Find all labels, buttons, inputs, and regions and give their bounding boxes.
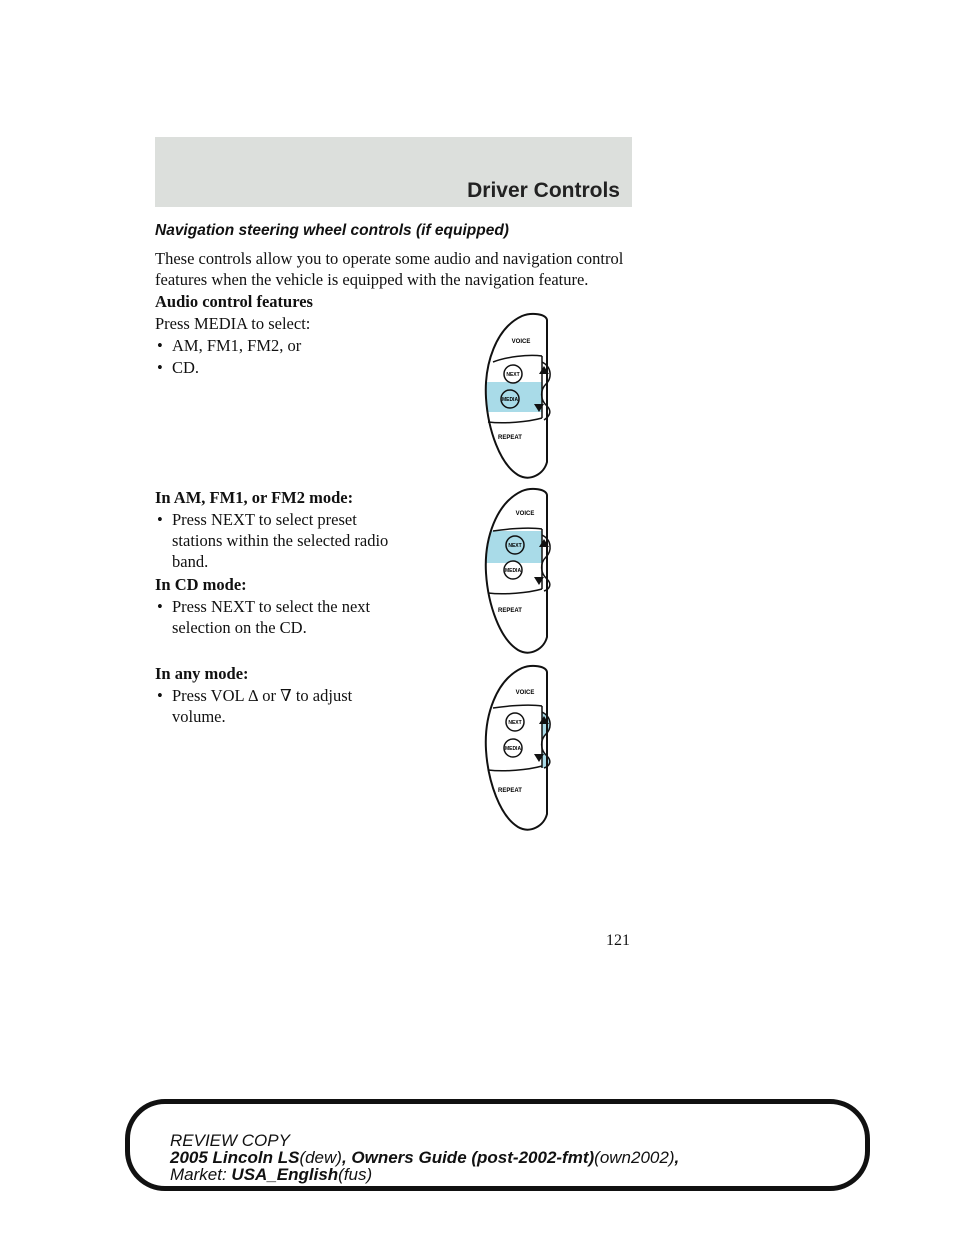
- voice-label: VOICE: [515, 690, 535, 696]
- repeat-label: REPEAT: [498, 788, 522, 794]
- footer-guide: , Owners Guide (post-2002-fmt): [341, 1148, 595, 1167]
- am-next-line-1: Press NEXT to select preset: [172, 510, 357, 529]
- repeat-label: REPEAT: [498, 608, 522, 614]
- media-label: MEDIA: [504, 746, 522, 752]
- footer-model-line: [170, 1149, 679, 1166]
- divider: [488, 418, 542, 423]
- any-mode-heading: In any mode:: [155, 664, 249, 683]
- audio-heading: Audio control features: [155, 292, 313, 311]
- bullet-am: [155, 335, 301, 356]
- divider: [488, 766, 542, 771]
- bullet-dot: •: [157, 336, 163, 355]
- footer-comma: ,: [674, 1148, 680, 1167]
- bullet-dot: •: [157, 510, 163, 529]
- header-band: [155, 137, 632, 207]
- bullet-dot: •: [157, 597, 163, 616]
- footer-guide-code: (own2002): [594, 1148, 675, 1167]
- cd-next-line-2: selection on the CD.: [172, 618, 307, 637]
- intro-line-2: features when the vehicle is equipped with the navigation feature.: [155, 270, 589, 289]
- divider: [488, 589, 542, 594]
- footer-text: [170, 1132, 679, 1183]
- intro-line-1: These controls allow you to operate some audio and navigation control: [155, 249, 624, 268]
- press-media-text: Press MEDIA to select:: [155, 314, 311, 333]
- voice-label: VOICE: [511, 339, 531, 345]
- am-mode-heading: In AM, FM1, or FM2 mode:: [155, 488, 354, 507]
- bullet-dot: •: [157, 358, 163, 377]
- bullet-volume: [155, 685, 352, 727]
- divider: [493, 528, 542, 531]
- page-section-title: Driver Controls: [467, 179, 620, 202]
- steering-control-diagram-media: [470, 312, 570, 482]
- cd-mode-heading: In CD mode:: [155, 575, 247, 594]
- bullet-am-next: [155, 509, 388, 572]
- footer-market-code: (fus): [338, 1165, 373, 1184]
- am-next-line-3: band.: [172, 552, 209, 571]
- footer-review-box: [125, 1099, 870, 1191]
- next-label: NEXT: [508, 543, 522, 549]
- cd-next-line-1: Press NEXT to select the next: [172, 597, 371, 616]
- bullet-am-text: AM, FM1, FM2, or: [172, 336, 302, 355]
- bullet-cd: [155, 357, 199, 378]
- voice-label: VOICE: [515, 511, 535, 517]
- footer-review-line: [170, 1132, 679, 1149]
- next-label: NEXT: [506, 372, 520, 378]
- next-label: NEXT: [508, 720, 522, 726]
- bullet-dot: •: [157, 686, 163, 705]
- volume-line-2: volume.: [172, 707, 226, 726]
- divider: [493, 705, 542, 708]
- steering-control-diagram-next: [470, 487, 570, 657]
- review-copy: REVIEW COPY: [170, 1131, 290, 1150]
- bullet-cd-next: [155, 596, 370, 638]
- footer-market-label: Market:: [170, 1165, 227, 1184]
- footer-model: 2005 Lincoln LS: [170, 1148, 300, 1167]
- media-label: MEDIA: [501, 397, 519, 403]
- am-next-line-2: stations within the selected radio: [172, 531, 389, 550]
- footer-market-line: [170, 1166, 679, 1183]
- footer-model-code: (dew): [299, 1148, 342, 1167]
- media-label: MEDIA: [504, 568, 522, 574]
- divider: [493, 355, 542, 362]
- steering-control-diagram-volume: [470, 664, 570, 834]
- volume-line-1: Press VOL ∆ or ∇ to adjust: [172, 686, 353, 705]
- bullet-cd-text: CD.: [172, 358, 200, 377]
- repeat-label: REPEAT: [498, 435, 522, 441]
- page-number: 121: [606, 932, 630, 949]
- footer-market: USA_English: [231, 1165, 339, 1184]
- section-heading: Navigation steering wheel controls (if equipped): [155, 222, 509, 239]
